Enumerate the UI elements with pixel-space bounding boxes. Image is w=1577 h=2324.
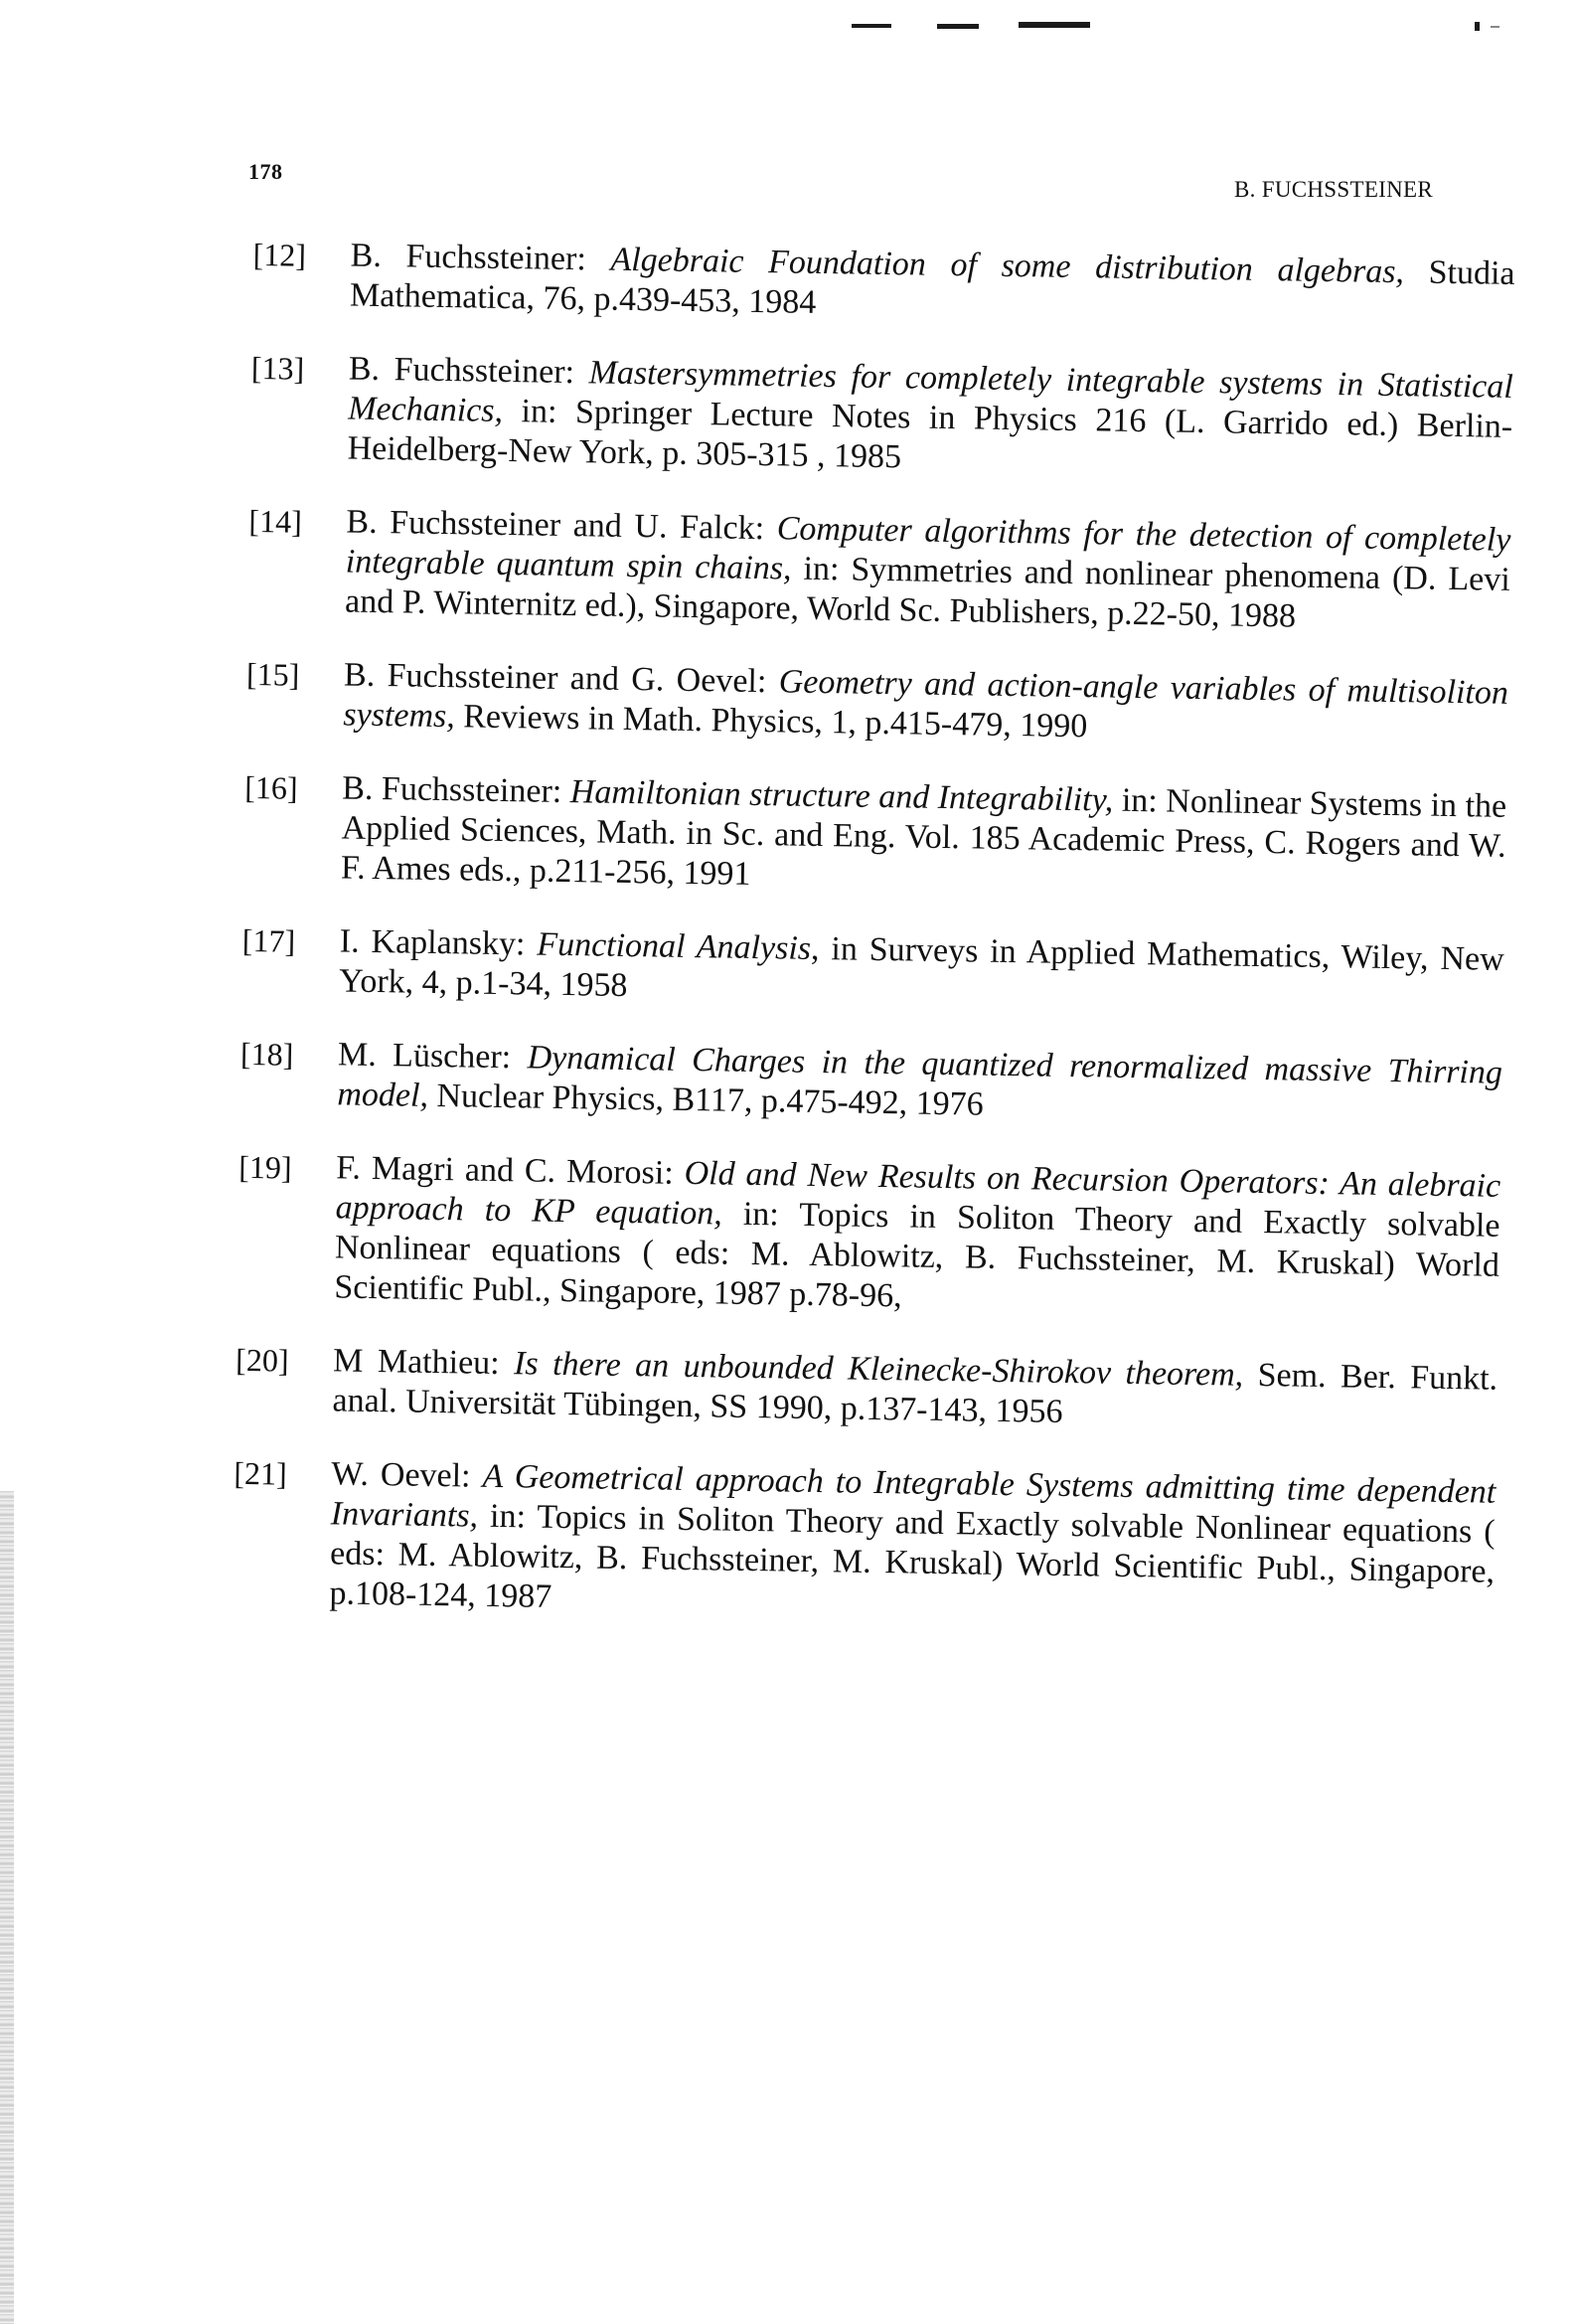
page-binding-edge — [0, 1491, 14, 2324]
reference-entry — [232, 1453, 1496, 1632]
reference-entry — [237, 1147, 1500, 1326]
reference-title: Dynamical Charges in the quantized renormalized massive Thirring model, — [337, 1039, 1503, 1114]
reference-number: [15] — [245, 655, 300, 693]
reference-number: [20] — [235, 1341, 289, 1379]
reference-entry — [245, 654, 1508, 753]
reference-entry — [249, 348, 1513, 487]
reference-entry — [247, 501, 1511, 640]
reference-title: Mastersymmetries for completely integrable systems in Statistical Mechanics, — [347, 354, 1514, 429]
reference-number: [17] — [241, 921, 296, 959]
reference-details: in: Topics in Soliton Theory and Exactly solvable Nonlinear equations ( eds: M. Ablowitz, B. Fuchssteiner, M. Kruskal) World Scientific Publ., Singapore, 1987 p.78-96, — [334, 1195, 1500, 1315]
reference-list — [232, 235, 1515, 1666]
reference-title: Computer algorithms for the detection of completely integrable quantum spin chains, — [345, 510, 1511, 587]
reference-authors: W. Oevel: — [331, 1455, 471, 1495]
page-number: 178 — [248, 159, 283, 184]
reference-title: A Geometrical approach to Integrable Systems admitting time dependent Invariants, — [330, 1457, 1497, 1535]
reference-authors: B. Fuchssteiner and G. Oevel: — [343, 656, 767, 701]
scan-artifact — [1475, 22, 1480, 31]
reference-authors: B. Fuchssteiner: — [341, 769, 562, 810]
reference-authors: I. Kaplansky: — [339, 922, 526, 963]
running-head: B. FUCHSSTEINER — [1234, 177, 1434, 202]
reference-title: Old and New Results on Recursion Operators: An alebraic approach to KP equation, — [335, 1154, 1501, 1233]
reference-title: Hamiltonian structure and Integrability, — [569, 773, 1114, 819]
reference-details: , in Surveys in Applied Mathematics, Wiley, New York, 4, p.1-34, 1958 — [338, 929, 1504, 1005]
reference-number: [12] — [252, 236, 307, 273]
reference-authors: B. Fuchssteiner: — [350, 237, 587, 278]
reference-details: in: Symmetries and nonlinear phenomena (D. Levi and P. Winternitz ed.), Singapore, World Sc. Publishers, p.22-50, 1988 — [344, 550, 1511, 635]
reference-number: [19] — [237, 1148, 292, 1186]
reference-number: [14] — [248, 502, 303, 540]
reference-details: in: Nonlinear Systems in the Applied Sciences, Math. in Sc. and Eng. Vol. 185 Academic Press, C. Rogers and W. F. Ames eds., p.211-256, 1991 — [340, 781, 1507, 893]
reference-details: in: Springer Lecture Notes in Physics 216 (L. Garrido ed.) Berlin-Heidelberg-New York, p. 305-315 , 1985 — [347, 393, 1513, 476]
reference-entry — [243, 767, 1507, 907]
reference-authors: F. Magri and C. Morosi: — [335, 1149, 674, 1192]
scan-artifact — [1491, 26, 1499, 28]
reference-title: Functional Analysis — [537, 925, 812, 967]
reference-title: Geometry and action-angle variables of multisoliton systems, — [343, 663, 1509, 736]
reference-title: Algebraic Foundation of some distribution algebras, — [610, 241, 1405, 291]
reference-authors: M Mathieu: — [332, 1342, 500, 1383]
reference-entry — [241, 920, 1504, 1020]
reference-title: Is there an unbounded Kleinecke-Shirokov theorem, — [513, 1345, 1244, 1394]
reference-details: Nuclear Physics, B117, p.475-492, 1976 — [436, 1078, 984, 1123]
reference-authors: B. Fuchssteiner and U. Falck: — [346, 503, 765, 548]
reference-details: in: Topics in Soliton Theory and Exactly solvable Nonlinear equations ( eds: M. Ablowitz, B. Fuchssteiner, M. Kruskal) World Scientific Publ., Singapore, p.108-124, 1987 — [329, 1497, 1496, 1615]
reference-number: [21] — [234, 1454, 288, 1492]
scan-artifact — [852, 24, 891, 28]
reference-authors: M. Lüscher: — [337, 1036, 512, 1077]
reference-entry — [235, 1340, 1498, 1439]
reference-entry — [239, 1034, 1502, 1133]
reference-number: [18] — [239, 1035, 294, 1073]
scan-artifact — [937, 24, 979, 29]
reference-authors: B. Fuchssteiner: — [348, 350, 575, 392]
reference-number: [16] — [243, 768, 298, 806]
reference-details: Studia Mathematica, 76, p.439-453, 1984 — [349, 253, 1515, 321]
reference-number: [13] — [250, 349, 305, 387]
reference-entry — [252, 235, 1515, 334]
reference-details: Reviews in Math. Physics, 1, p.415-479, 1990 — [463, 698, 1088, 746]
reference-details: Sem. Ber. Funkt. anal. Universität Tübingen, SS 1990, p.137-143, 1956 — [332, 1357, 1498, 1430]
scan-artifact — [1019, 22, 1090, 28]
